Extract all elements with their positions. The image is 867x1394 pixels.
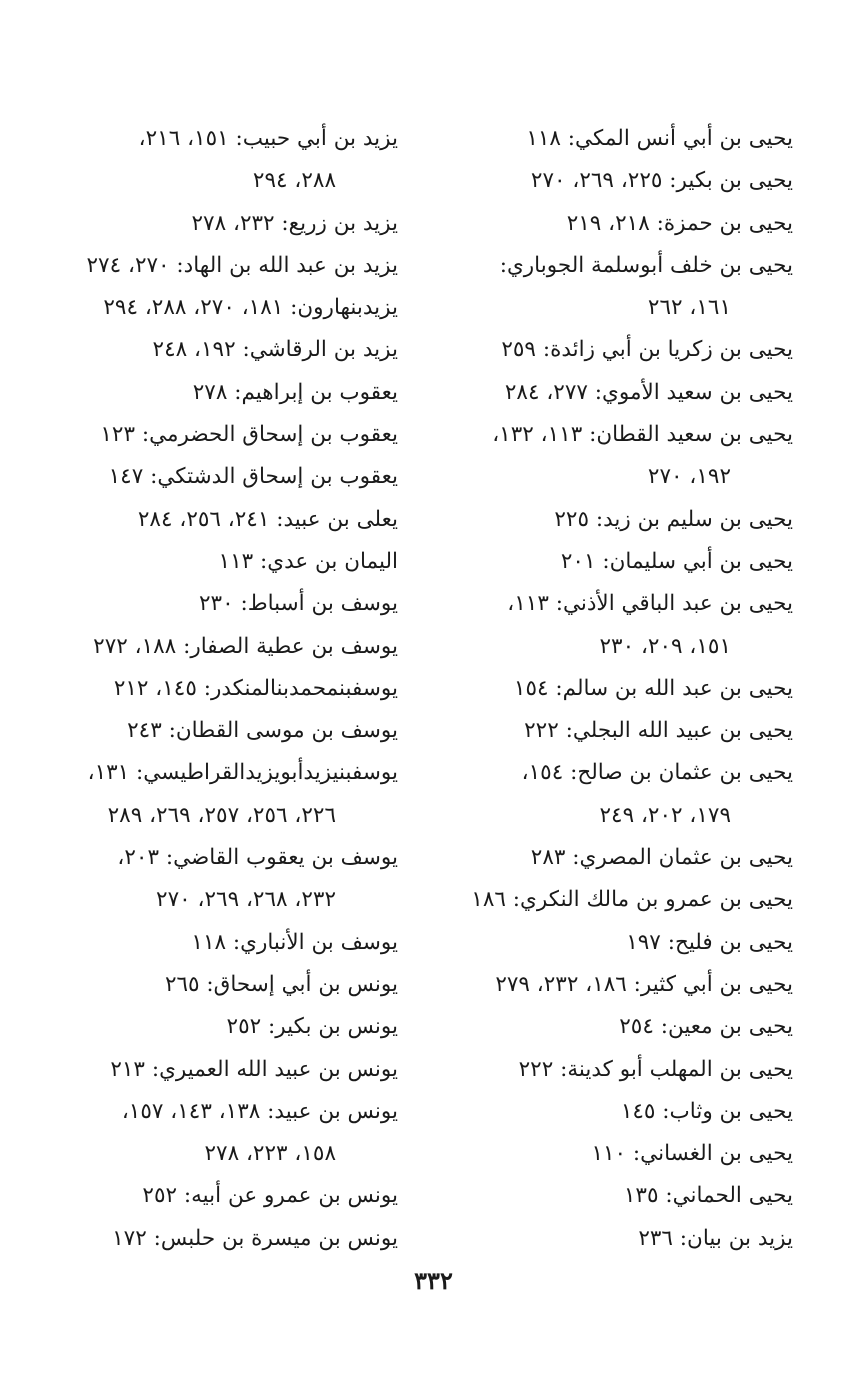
index-entry: [42, 118, 398, 203]
entry-name: يحيى بن سعيد القطان: [596, 422, 793, 448]
entry-pages: ١١٣،: [507, 591, 549, 617]
entry-pages: ٢٥٢: [142, 1183, 178, 1209]
page-number: ٣٣٢: [414, 1266, 453, 1295]
entry-name: يزيدبنهارون: [297, 295, 398, 321]
entry-separator: :: [233, 591, 248, 617]
entry-name: اليمان بن عدي: [267, 548, 398, 574]
entry-separator: :: [595, 548, 610, 574]
entry-pages: ١٣٥: [623, 1183, 659, 1209]
entry-pages: ١٥٤: [513, 675, 549, 701]
entry-separator: :: [649, 210, 664, 236]
entry-pages: ٢٢٥: [554, 506, 590, 532]
entry-pages: ١٤٥: [620, 1098, 656, 1124]
entry-pages-continued: ١٥٨، ٢٢٣، ٢٧٨: [204, 1141, 336, 1167]
index-entry: [455, 1175, 793, 1217]
entry-separator: :: [253, 548, 268, 574]
entry-name: يوسف بن الأنباري: [240, 929, 398, 955]
entry-pages: ٢٠١: [560, 548, 596, 574]
entry-name: يونس بن عبيد: [274, 1098, 398, 1124]
entry-pages-continued: ١٥١، ٢٠٩، ٢٣٠: [599, 633, 731, 659]
index-entry: [42, 752, 398, 837]
entry-pages: ٢١٣: [110, 1056, 145, 1082]
entry-pages: ٢٥٤: [619, 1014, 654, 1040]
entry-name: يونس بن عمرو عن أبيه: [191, 1183, 398, 1209]
entry-name: يعقوب بن إسحاق الحضرمي: [149, 422, 398, 448]
entry-separator: :: [227, 379, 242, 405]
index-entry: [42, 837, 398, 922]
entry-separator: :: [587, 379, 603, 405]
entry-separator: :: [548, 591, 563, 617]
entry-separator: :: [658, 1183, 673, 1209]
index-entry: [455, 1006, 793, 1048]
entry-separator: :: [235, 337, 250, 363]
entry-name: يوسف بن عطية الصفار: [190, 633, 398, 659]
index-entry: [455, 964, 793, 1006]
entry-name: يحيى بن بكير: [676, 168, 793, 194]
entry-pages: ٢٥٩: [501, 337, 536, 363]
entry-name: يونس بن بكير: [275, 1014, 398, 1040]
index-entry: [42, 1091, 398, 1176]
entry-name: يحيى بن خلف أبوسلمة الجوباري: [506, 252, 793, 278]
entry-separator: :: [660, 929, 675, 955]
index-entry: [42, 710, 398, 752]
index-entry: [42, 1049, 398, 1091]
entry-name: يحيى بن عمرو بن مالك النكري: [520, 887, 793, 913]
entry-pages: ١٤٧: [108, 464, 144, 490]
entry-separator: :: [135, 422, 150, 448]
index-entry: [42, 203, 398, 245]
entry-pages: ١١٣: [218, 548, 254, 574]
entry-separator: :: [176, 633, 191, 659]
index-entry: [42, 541, 398, 583]
entry-separator: :: [226, 929, 241, 955]
entry-pages: ٢٢٢: [518, 1056, 554, 1082]
entry-pages: ٢٥٢: [226, 1014, 262, 1040]
entry-separator: :: [560, 126, 576, 151]
entry-name: يزيد بن الرقاشي: [249, 337, 398, 363]
entry-separator: :: [548, 675, 563, 701]
index-entry: [455, 922, 793, 964]
entry-pages: ١٢٣: [100, 422, 136, 448]
entry-separator: :: [662, 168, 677, 194]
entry-name: يزيد بن أبي حبيب: [242, 126, 398, 151]
entry-separator: :: [159, 845, 174, 871]
entry-pages: ١١٨: [526, 126, 561, 151]
entry-pages: ٢٣٢، ٢٧٨: [191, 210, 275, 236]
index-entry: [455, 118, 793, 160]
entry-pages: ١٣١،: [87, 760, 130, 786]
index-entry: [42, 668, 398, 710]
entry-name: يحيى بن أبي كثير: [640, 971, 793, 997]
entry-pages: ٢٨٣: [530, 845, 566, 871]
entry-separator: :: [653, 1014, 668, 1040]
index-entry: [455, 329, 793, 371]
index-entry: [455, 499, 793, 541]
entry-separator: :: [129, 760, 144, 786]
entry-pages: ٢٤١، ٢٥٦، ٢٨٤: [137, 506, 270, 532]
entry-pages: ١١٨: [191, 929, 227, 955]
entry-separator: :: [589, 506, 604, 532]
entry-pages-continued: ٢٢٦، ٢٥٦، ٢٥٧، ٢٦٩، ٢٨٩: [107, 802, 336, 828]
entry-name: يحيى بن عثمان المصري: [579, 845, 793, 871]
entry-name: يحيى بن عبد الله بن سالم: [562, 675, 793, 701]
entry-name: يحيى بن أبي سليمان: [609, 548, 793, 574]
entry-name: يوسفبنمحمدبنالمنكدر: [210, 675, 398, 701]
entry-name: يحيى بن عثمان بن صالح: [577, 760, 793, 786]
entry-name: يحيى بن المهلب أبو كدينة: [567, 1056, 793, 1082]
entry-pages-continued: ٢٣٢، ٢٦٨، ٢٦٩، ٢٧٠: [156, 887, 336, 913]
entry-name: يونس بن أبي إسحاق: [213, 971, 398, 997]
entry-separator: :: [161, 718, 176, 744]
entry-pages: ١٤٥، ٢١٢: [113, 675, 197, 701]
entry-name: يحيى الحماني: [672, 1183, 793, 1209]
entry-pages: ٢٧٨: [192, 379, 228, 405]
entry-name: يحيى بن فليح: [674, 929, 793, 955]
entry-name: يوسف بن موسى القطان: [175, 718, 398, 744]
entry-separator: :: [196, 675, 211, 701]
entry-pages: ٢٢٥، ٢٦٩، ٢٧٠: [530, 168, 663, 194]
entry-name: يعقوب بن إسحاق الدشتكي: [157, 464, 398, 490]
index-entry: [42, 1175, 398, 1217]
entry-separator: :: [626, 1141, 641, 1167]
entry-separator: :: [260, 1098, 275, 1124]
entry-pages-continued: ١٩٢، ٢٧٠: [647, 464, 731, 490]
entry-pages: ١٨١، ٢٧٠، ٢٨٨، ٢٩٤: [103, 295, 284, 321]
entry-pages: ١٨٦، ٢٣٢، ٢٧٩: [495, 971, 627, 997]
entry-separator: :: [199, 971, 214, 997]
entry-pages: ١٩٢، ٢٤٨: [152, 337, 236, 363]
entry-pages-continued: ١٦١، ٢٦٢: [647, 295, 731, 321]
index-entry: [455, 710, 793, 752]
index-entry: [42, 626, 398, 668]
index-entry: [455, 541, 793, 583]
entry-separator: :: [558, 718, 573, 744]
entry-separator: :: [144, 1056, 160, 1082]
entry-name: يحيى بن الغساني: [640, 1141, 793, 1167]
entry-pages: ١١٣، ١٣٢،: [492, 422, 583, 448]
entry-name: يحيى بن زكريا بن أبي زائدة: [550, 337, 793, 363]
entry-pages: ٢٣٠: [198, 591, 234, 617]
entry-name: يحيى بن سليم بن زيد: [603, 506, 793, 532]
index-entry: [455, 245, 793, 330]
entry-name: يحيى بن أبي أنس المكي: [575, 126, 793, 151]
index-entry: [455, 668, 793, 710]
entry-pages-continued: ٢٨٨، ٢٩٤: [252, 168, 336, 194]
entry-separator: :: [274, 210, 289, 236]
entry-separator: :: [626, 971, 641, 997]
entry-separator: :: [535, 337, 551, 363]
entry-pages: ١٥١، ٢١٦،: [138, 126, 229, 151]
entry-separator: :: [143, 464, 158, 490]
entry-separator: :: [582, 422, 597, 448]
entry-name: يزيد بن عبد الله بن الهاد: [183, 252, 398, 278]
entry-separator: :: [177, 1183, 192, 1209]
entry-separator: :: [565, 845, 580, 871]
entry-separator: :: [505, 887, 521, 913]
entry-pages: ١٣٨، ١٤٣، ١٥٧،: [121, 1098, 261, 1124]
index-entry: [455, 203, 793, 245]
entry-separator: :: [499, 252, 507, 278]
entry-separator: :: [283, 295, 298, 321]
entry-pages: ٢٢٢: [524, 718, 559, 744]
index-entry: [42, 499, 398, 541]
entry-name: يعقوب بن إبراهيم: [241, 379, 398, 405]
index-entry: [455, 160, 793, 202]
entry-name: يونس بن ميسرة بن حلبس: [160, 1225, 398, 1251]
index-entry: [42, 964, 398, 1006]
entry-pages: ١٨٨، ٢٧٢: [93, 633, 177, 659]
index-entry: [42, 456, 398, 498]
entry-separator: :: [261, 1014, 276, 1040]
entry-pages: ١٥٤،: [521, 760, 564, 786]
entry-separator: :: [169, 252, 184, 278]
entry-name: يوسفبنيزيدأبويزيدالقراطيسي: [143, 760, 398, 786]
entry-name: يحيى بن عبيد الله البجلي: [572, 718, 793, 744]
index-entry: [455, 1133, 793, 1175]
entry-name: يعلى بن عبيد: [283, 506, 398, 532]
index-column-left: [42, 118, 398, 1260]
entry-pages: ٢١٨، ٢١٩: [566, 210, 650, 236]
entry-name: يحيى بن معين: [667, 1014, 793, 1040]
entry-pages: ١٧٢: [112, 1225, 147, 1251]
entry-name: يزيد بن زريع: [288, 210, 398, 236]
entry-name: يحيى بن عبد الباقي الأذني: [562, 591, 793, 617]
index-entry: [42, 287, 398, 329]
entry-separator: :: [146, 1225, 161, 1251]
entry-separator: :: [563, 760, 578, 786]
entry-pages: ٢٦٥: [164, 971, 200, 997]
index-entry: [42, 1218, 398, 1260]
index-entry: [455, 1049, 793, 1091]
entry-separator: :: [655, 1098, 670, 1124]
entry-name: يحيى بن وثاب: [669, 1098, 793, 1124]
entry-separator: :: [553, 1056, 568, 1082]
index-entry: [42, 372, 398, 414]
index-entry: [42, 414, 398, 456]
index-entry: [455, 372, 793, 414]
index-entry: [42, 245, 398, 287]
entry-pages-continued: ١٧٩، ٢٠٢، ٢٤٩: [599, 802, 731, 828]
index-entry: [42, 1006, 398, 1048]
entry-separator: :: [228, 126, 243, 151]
entry-name: يوسف بن يعقوب القاضي: [173, 845, 398, 871]
index-entry: [455, 1218, 793, 1260]
index-entry: [42, 329, 398, 371]
entry-pages: ١٨٦: [471, 887, 506, 913]
index-entry: [455, 752, 793, 837]
index-entry: [455, 1091, 793, 1133]
entry-pages: ١١٠: [591, 1141, 627, 1167]
entry-name: يحيى بن حمزة: [663, 210, 793, 236]
entry-name: يونس بن عبيد الله العميري: [159, 1056, 398, 1082]
index-entry: [455, 837, 793, 879]
entry-name: يحيى بن سعيد الأموي: [602, 379, 793, 405]
entry-separator: :: [672, 1225, 688, 1251]
index-entry: [455, 583, 793, 668]
entry-name: يزيد بن بيان: [687, 1225, 793, 1251]
index-entry: [42, 922, 398, 964]
entry-separator: :: [269, 506, 284, 532]
index-column-right: [455, 118, 793, 1260]
entry-pages: ١٩٧: [626, 929, 661, 955]
index-entry: [42, 583, 398, 625]
entry-pages: ٢٤٣: [127, 718, 162, 744]
entry-name: يوسف بن أسباط: [247, 591, 398, 617]
index-entry: [455, 414, 793, 499]
entry-pages: ٢٠٣،: [117, 845, 159, 871]
index-entry: [455, 879, 793, 921]
entry-pages: ٢٧٧، ٢٨٤: [504, 379, 588, 405]
entry-pages: ٢٧٠، ٢٧٤: [86, 252, 170, 278]
entry-pages: ٢٣٦: [638, 1225, 673, 1251]
